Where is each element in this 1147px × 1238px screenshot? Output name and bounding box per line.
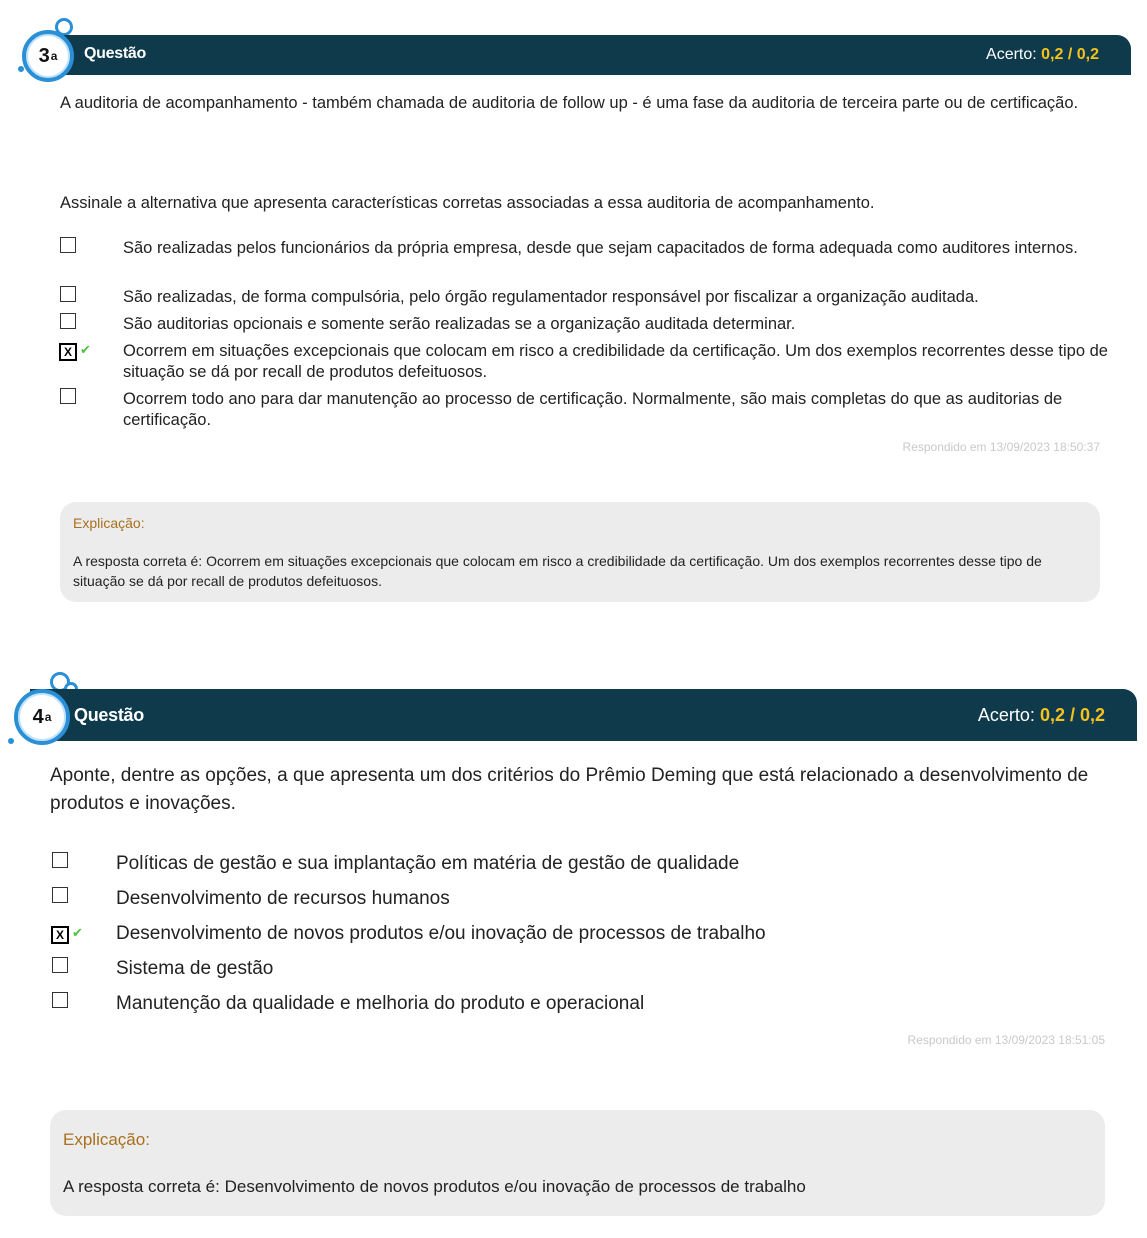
option-text[interactable]: São auditorias opcionais e somente serão realizadas se a organização auditada determinar.	[123, 315, 796, 333]
question-statement: A auditoria de acompanhamento - também chamada de auditoria de follow up - é uma fase da auditoria de terceira parte ou de certificação.	[60, 94, 1079, 112]
question-number-badge	[14, 689, 70, 745]
correct-check-icon: ✔	[80, 342, 91, 357]
option-text[interactable]: Ocorrem todo ano para dar manutenção ao processo de certificação. Normalmente, são mais completas do que as auditorias de certificação.	[123, 390, 1063, 429]
option-text[interactable]: Desenvolvimento de novos produtos e/ou inovação de processos de trabalho	[116, 923, 766, 944]
decorative-dot	[18, 66, 24, 72]
explanation-title: Explicação:	[63, 1130, 150, 1149]
option-checkbox[interactable]	[52, 852, 68, 868]
decorative-dot	[8, 738, 14, 744]
question-title: Questão	[84, 45, 146, 62]
option-text[interactable]: Políticas de gestão e sua implantação em matéria de gestão de qualidade	[116, 853, 740, 874]
explanation-text: A resposta correta é: Desenvolvimento de novos produtos e/ou inovação de processos de trabalho	[63, 1177, 806, 1196]
option-checkbox[interactable]	[52, 992, 68, 1008]
option-checkbox-selected[interactable]: X	[51, 926, 69, 944]
answered-timestamp: Respondido em 13/09/2023 18:50:37	[902, 440, 1100, 454]
question-number-suffix: a	[44, 710, 52, 724]
question-number-badge	[22, 30, 74, 82]
question-title: Questão	[74, 705, 144, 725]
question-number: 4	[32, 705, 44, 728]
explanation-box	[60, 502, 1100, 602]
option-checkbox[interactable]	[60, 313, 76, 329]
question-header	[30, 689, 1137, 741]
score-label: Acerto:	[986, 46, 1037, 63]
option-checkbox[interactable]	[60, 237, 76, 253]
option-text[interactable]: Sistema de gestão	[116, 958, 274, 979]
option-checkbox[interactable]	[52, 887, 68, 903]
option-checkbox[interactable]	[60, 388, 76, 404]
question-instruction: Assinale a alternativa que apresenta características corretas associadas a essa auditoria de acompanhamento.	[60, 194, 875, 212]
explanation-box	[50, 1110, 1105, 1216]
explanation-text: A resposta correta é: Ocorrem em situações excepcionais que colocam em risco a credibilidade da certificação. Um dos exemplos recorrentes desse tipo de situação se dá por recall de produtos defeituosos.	[73, 553, 1042, 589]
score-label: Acerto:	[977, 705, 1035, 725]
option-text[interactable]: São realizadas, de forma compulsória, pelo órgão regulamentador responsável por fiscalizar a organização auditada.	[123, 288, 979, 306]
question-number: 3	[38, 44, 50, 67]
question-number-suffix: a	[50, 49, 58, 63]
score	[986, 46, 1099, 64]
score-value: 0,2 / 0,2	[1039, 705, 1105, 725]
option-text[interactable]: São realizadas pelos funcionários da própria empresa, desde que sejam capacitados de forma adequada como auditores internos.	[123, 239, 1078, 257]
correct-check-icon: ✔	[72, 925, 83, 940]
option-text[interactable]: Ocorrem em situações excepcionais que colocam em risco a credibilidade da certificação. Um dos exemplos recorrentes desse tipo de situação se dá por recall de produtos defeituosos.	[123, 342, 1108, 381]
question-card	[0, 662, 1147, 1238]
explanation-title: Explicação:	[73, 515, 145, 531]
score-value: 0,2 / 0,2	[1041, 46, 1099, 63]
option-checkbox[interactable]	[52, 957, 68, 973]
option-text[interactable]: Desenvolvimento de recursos humanos	[116, 888, 450, 909]
option-checkbox-selected[interactable]: X	[59, 343, 77, 361]
question-header	[38, 35, 1131, 75]
score	[978, 705, 1105, 726]
answered-timestamp: Respondido em 13/09/2023 18:51:05	[907, 1033, 1105, 1047]
option-checkbox[interactable]	[60, 286, 76, 302]
question-statement: Aponte, dentre as opções, a que apresenta um dos critérios do Prêmio Deming que está relacionado a desenvolvimento de produtos e inovações.	[50, 765, 1089, 814]
option-text[interactable]: Manutenção da qualidade e melhoria do produto e operacional	[116, 993, 645, 1014]
